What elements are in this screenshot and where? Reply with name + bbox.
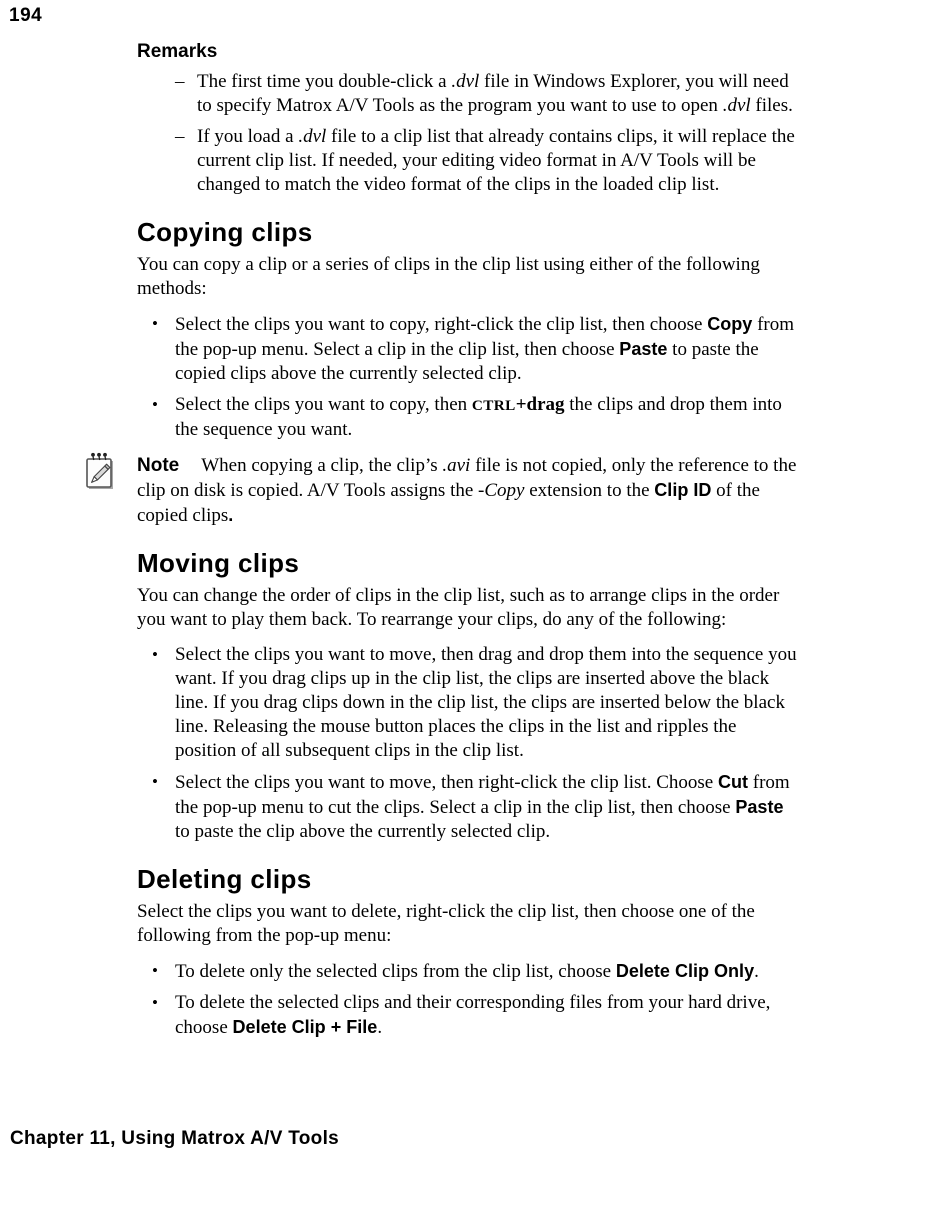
- copying-bullet-list: [152, 312, 800, 442]
- list-item-text: To delete only the selected clips from the clip list, choose Delete Clip Only.: [175, 961, 759, 982]
- bullet-marker: •: [152, 961, 158, 980]
- remarks-list: [175, 70, 800, 197]
- list-item-text: Select the clips you want to copy, right-click the clip list, then choose Copy from the pop-up menu. Select a clip in the clip list, then choose Paste to paste the copied clips above the currently selected clip.: [175, 314, 794, 384]
- note-body: When copying a clip, the clip’s .avi file is not copied, only the reference to the clip on disk is copied. A/V Tools assigns the -Copy extension to the Clip ID of the copied clips.: [137, 455, 797, 526]
- moving-bullet-list: [152, 643, 800, 844]
- chapter-footer: Chapter 11, Using Matrox A/V Tools: [10, 1128, 340, 1149]
- list-item: [152, 643, 800, 763]
- section-intro: You can change the order of clips in the clip list, such as to arrange clips in the order you want to play them back. To rearrange your clips, do any of the following:: [137, 585, 780, 630]
- list-item: [152, 770, 800, 844]
- note-text: [137, 454, 800, 528]
- bullet-marker: •: [152, 993, 158, 1012]
- list-item-text: Select the clips you want to move, then right-click the clip list. Choose Cut from the pop-up menu to cut the clips. Select a clip in the clip list, then choose Paste to paste the clip above the currently selected clip.: [175, 772, 790, 842]
- list-item: [175, 125, 800, 197]
- bullet-marker: •: [152, 772, 158, 791]
- bullet-marker: •: [152, 314, 158, 333]
- section-intro: Select the clips you want to delete, right-click the clip list, then choose one of the following from the pop-up menu:: [137, 901, 755, 946]
- note-block: [137, 454, 800, 528]
- list-item-text: To delete the selected clips and their corresponding files from your hard drive, choose Delete Clip + File.: [175, 992, 771, 1038]
- dash-marker: –: [175, 126, 185, 147]
- notepad-pencil-icon: [84, 451, 116, 492]
- section-title-copying-clips: Copying clips: [137, 217, 313, 247]
- bullet-marker: •: [152, 645, 158, 664]
- remarks-heading: Remarks: [137, 41, 218, 62]
- page-number: 194: [9, 5, 43, 26]
- list-item: [152, 393, 800, 442]
- section-title-moving-clips: Moving clips: [137, 548, 300, 578]
- list-item-text: The first time you double-click a .dvl file in Windows Explorer, you will need to specify Matrox A/V Tools as the program you want to use to open .dvl files.: [197, 71, 793, 116]
- dash-marker: –: [175, 71, 185, 92]
- deleting-bullet-list: [152, 959, 800, 1040]
- list-item-text: Select the clips you want to copy, then CTRL+drag the clips and drop them into the sequence you want.: [175, 394, 782, 440]
- list-item: [175, 70, 800, 118]
- list-item: [152, 959, 800, 984]
- list-item-text: If you load a .dvl file to a clip list that already contains clips, it will replace the current clip list. If needed, your editing video format in A/V Tools will be changed to match the video format of the clips in the loaded clip list.: [197, 126, 795, 195]
- list-item: [152, 991, 800, 1040]
- bullet-marker: •: [152, 395, 158, 414]
- section-intro: You can copy a clip or a series of clips in the clip list using either of the following methods:: [137, 254, 760, 299]
- note-label: Note: [137, 455, 180, 476]
- list-item-text: Select the clips you want to move, then drag and drop them into the sequence you want. If you drag clips up in the clip list, the clips are inserted above the black line. If you drag clips down in the clip list, the clips are inserted below the black line. Releasing the mouse button places the clips in the list and ripples the position of all subsequent clips in the clip list.: [175, 644, 797, 761]
- section-title-deleting-clips: Deleting clips: [137, 864, 312, 894]
- list-item: [152, 312, 800, 386]
